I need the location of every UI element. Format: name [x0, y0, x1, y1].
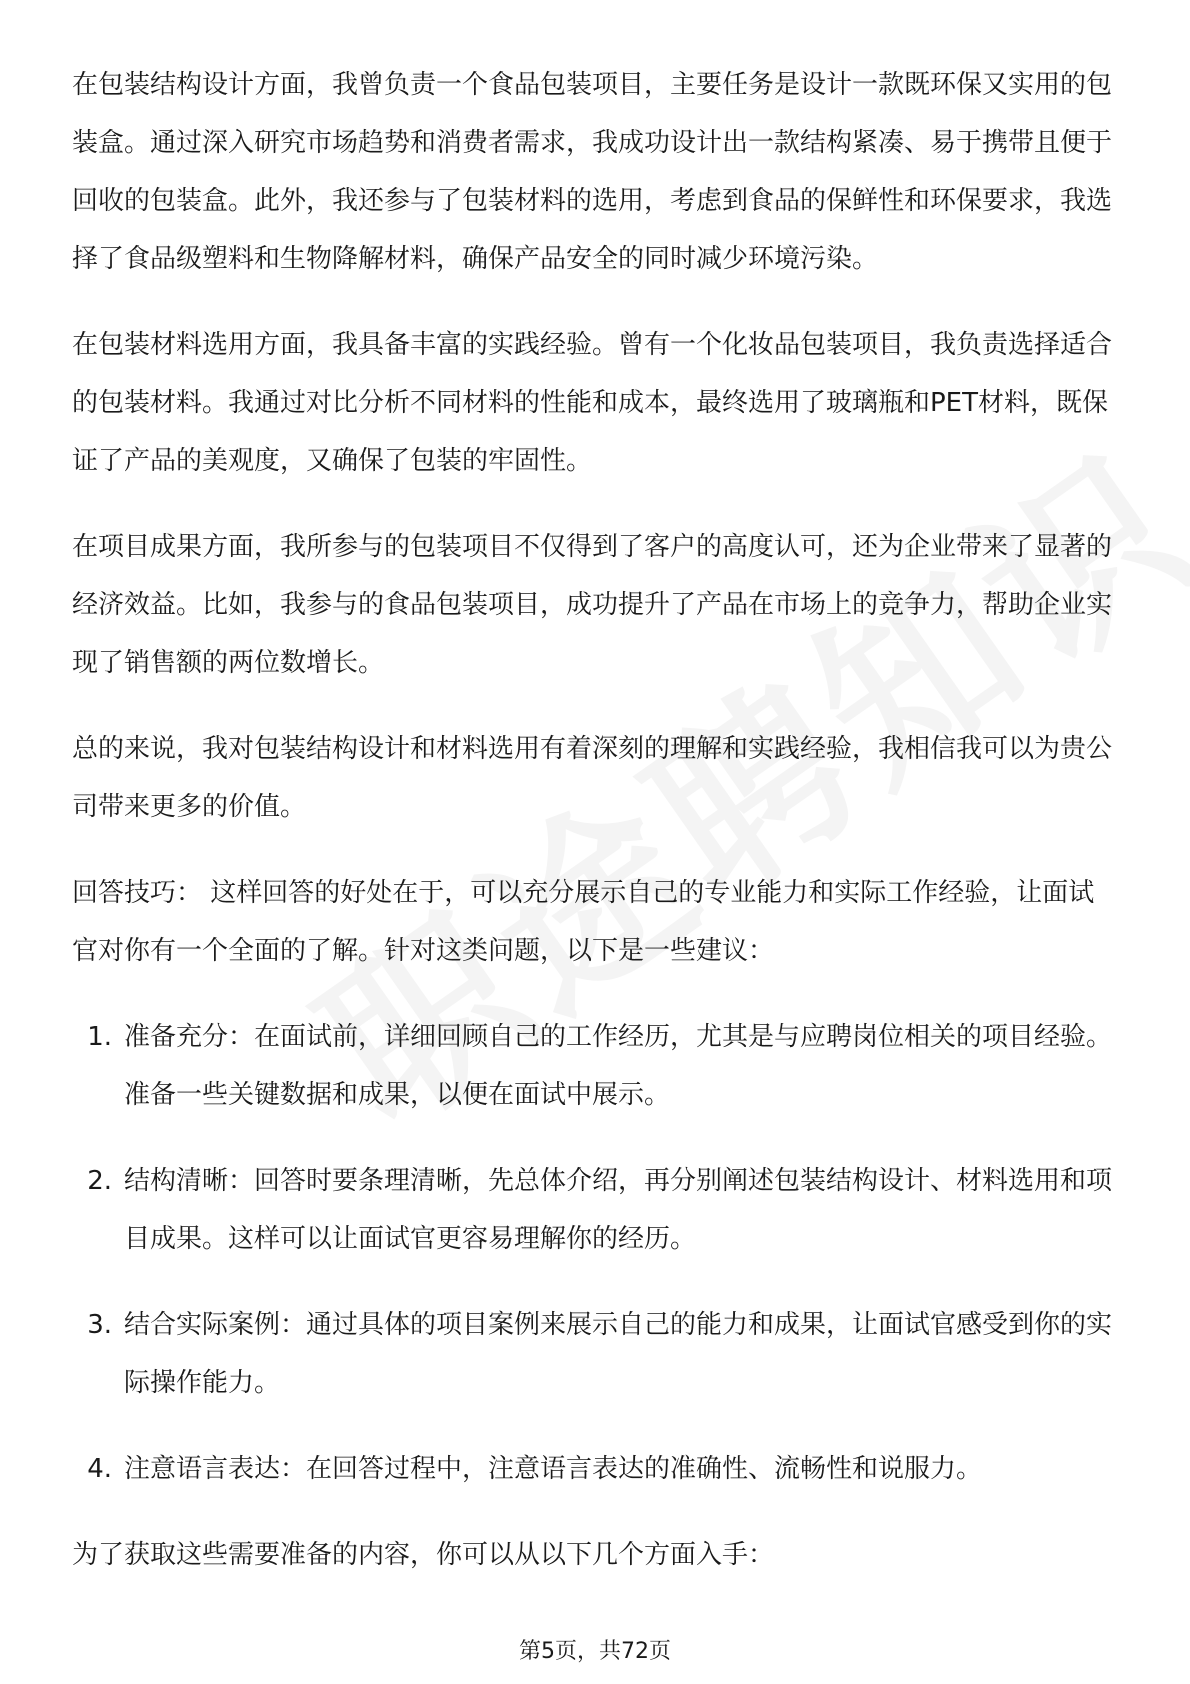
list-number: 3.: [87, 1310, 112, 1340]
paragraph-material-selection: 在包装材料选用方面，我具备丰富的实践经验。曾有一个化妆品包装项目，我负责选择适合的包装材料。我通过对比分析不同材料的性能和成本，最终选用了玻璃瓶和PET材料，既保证了产品的美观度，又确保了包装的牢固性。: [72, 330, 1113, 476]
list-item: [72, 1152, 1118, 1268]
list-text: 准备充分：在面试前，详细回顾自己的工作经历，尤其是与应聘岗位相关的项目经验。准备一些关键数据和成果，以便在面试中展示。: [124, 1022, 1113, 1110]
paragraph-structure-design: 在包装结构设计方面，我曾负责一个食品包装项目，主要任务是设计一款既环保又实用的包装盒。通过深入研究市场趋势和消费者需求，我成功设计出一款结构紧凑、易于携带且便于回收的包装盒。此外，我还参与了包装材料的选用，考虑到食品的保鲜性和环保要求，我选择了食品级塑料和生物降解材料，确保产品安全的同时减少环境污染。: [72, 70, 1113, 274]
list-item: [72, 1296, 1118, 1412]
list-text: 注意语言表达：在回答过程中，注意语言表达的准确性、流畅性和说服力。: [124, 1454, 983, 1484]
list-number: 4.: [87, 1454, 112, 1484]
list-text: 结合实际案例：通过具体的项目案例来展示自己的能力和成果，让面试官感受到你的实际操作能力。: [124, 1310, 1113, 1398]
document-body: [72, 56, 1118, 1612]
list-number: 1.: [87, 1022, 112, 1052]
page-number-footer: 第5页，共72页: [519, 1639, 671, 1664]
list-item: [72, 1440, 1118, 1498]
paragraph-project-results: 在项目成果方面，我所参与的包装项目不仅得到了客户的高度认可，还为企业带来了显著的经济效益。比如，我参与的食品包装项目，成功提升了产品在市场上的竞争力，帮助企业实现了销售额的两位数增长。: [72, 532, 1113, 678]
tips-list: [72, 1008, 1118, 1498]
paragraph-summary: 总的来说，我对包装结构设计和材料选用有着深刻的理解和实践经验，我相信我可以为贵公司带来更多的价值。: [72, 734, 1113, 822]
paragraph-closing: 为了获取这些需要准备的内容，你可以从以下几个方面入手：: [72, 1540, 775, 1570]
list-number: 2.: [87, 1166, 112, 1196]
paragraph-answer-tips: 回答技巧： 这样回答的好处在于，可以充分展示自己的专业能力和实际工作经验，让面试官对你有一个全面的了解。针对这类问题，以下是一些建议：: [72, 878, 1095, 966]
list-text: 结构清晰：回答时要条理清晰，先总体介绍，再分别阐述包装结构设计、材料选用和项目成果。这样可以让面试官更容易理解你的经历。: [124, 1166, 1113, 1254]
list-item: [72, 1008, 1118, 1124]
